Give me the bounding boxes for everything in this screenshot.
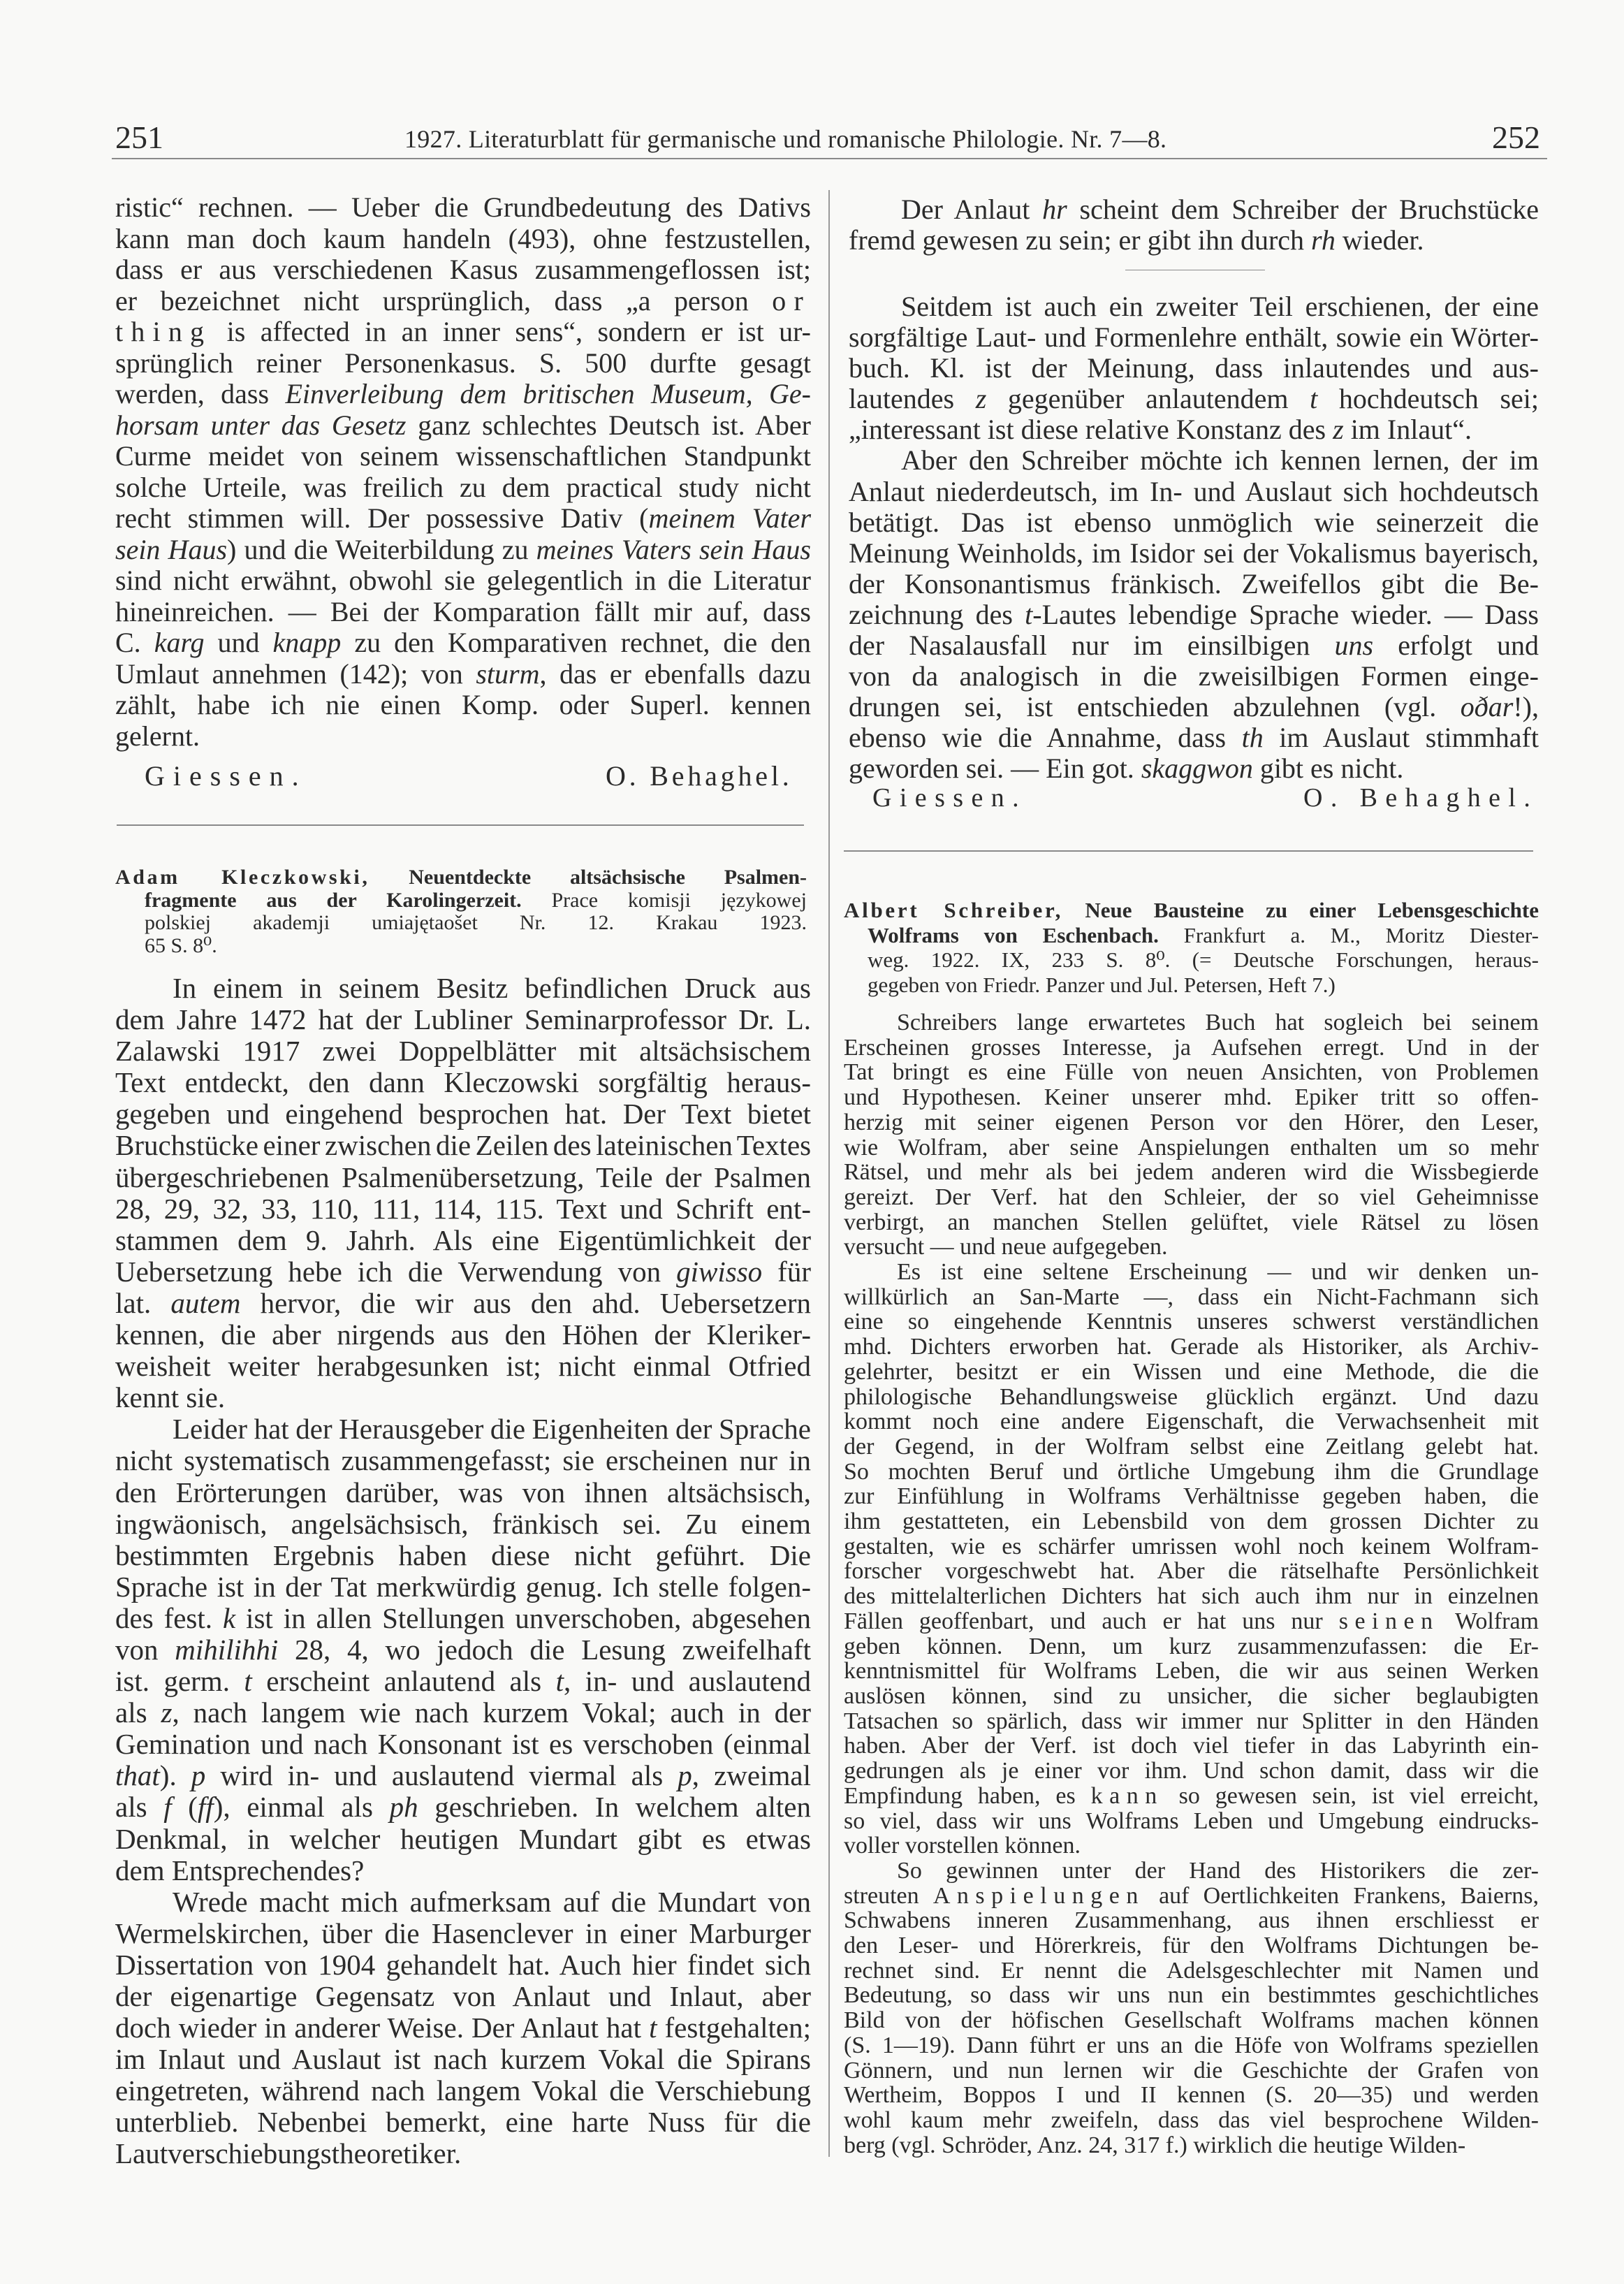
text-line: im Inlaut und Auslaut ist nach kurzem Vokal die Spirans — [115, 2043, 811, 2076]
italic-text: z — [975, 383, 987, 415]
text-line: nicht systematisch zusammengefasst; sie erscheinen nur in — [115, 1444, 811, 1477]
kleczkowski-review-heading — [115, 866, 807, 957]
text-line: 65 S. 8⁰. — [145, 933, 217, 957]
text-run: zu den Komparativen rechnet, die den — [341, 627, 811, 658]
text-run: gibt es nicht. — [1252, 752, 1404, 785]
italic-text: that — [115, 1759, 160, 1792]
right-continued-text-a — [849, 194, 1539, 255]
text-run: , das er ebenfalls dazu — [539, 657, 811, 690]
text-line: Wertheim, Boppos I und II kennen (S. 20—35) und werden — [844, 2082, 1539, 2109]
spaced-text: seinen — [1338, 1608, 1440, 1634]
text-line: eine so eingehende Kenntnis unseres schwerst verständlichen — [844, 1309, 1539, 1335]
text-line — [849, 599, 1539, 630]
italic-text: skaggwon — [1141, 752, 1253, 785]
text-run: Frankfurt a. M., Moritz Diester- — [1158, 922, 1539, 947]
text-line: den Leser- und Hörerkreis, für den Wolframs Dichtungen be- — [844, 1933, 1539, 1959]
text-line: So gewinnen unter der Hand des Historikers die zer- — [897, 1857, 1539, 1884]
text-line: weisheit weiter herabgesunken ist; nicht einmal Otfried — [115, 1350, 811, 1383]
text-run: Fällen geoffenbart, und auch er hat uns nur — [844, 1608, 1339, 1634]
text-line — [115, 534, 811, 566]
running-title: 1927. Literaturblatt für germanische und romanische Philologie. Nr. 7—8. — [404, 125, 1167, 153]
spaced-text: kann — [1090, 1782, 1164, 1809]
text-run: Empfindung haben, es — [844, 1782, 1091, 1809]
text-run: und — [204, 627, 273, 658]
text-line: Sprache ist in der Tat merkwürdig genug. Ich stelle folgen- — [115, 1570, 811, 1603]
right-signature-author — [1303, 783, 1538, 813]
text-line: verbirgt, an manchen Stellen gelüftet, viele Rätsel zu lösen — [844, 1209, 1539, 1235]
text-line: willkürlich an San-Marte —, dass ein Nicht-Fachmann sich — [844, 1283, 1539, 1310]
text-line: ristic“ rechnen. — Ueber die Grundbedeutung des Dativs — [115, 191, 811, 223]
column-divider — [828, 190, 830, 2157]
italic-text: sein Haus — [115, 533, 228, 565]
schreiber-review-heading — [844, 898, 1539, 998]
text-line — [115, 1634, 811, 1666]
text-line: gelehrter, besitzt er ein Wissen und eine Methode, die die — [844, 1358, 1539, 1385]
text-line — [115, 659, 811, 690]
italic-text: th — [1241, 722, 1264, 754]
text-line: ihm gestatteten, ein Lebensbild von dem grossen Dichter zu — [844, 1508, 1539, 1535]
text-line: auslösen können, sind zu unsicher, die sicher beglaubigten — [844, 1682, 1539, 1709]
text-line: kennt sie. — [115, 1381, 226, 1414]
text-run: , nach langem wie nach kurzem Vokal; auch in der — [172, 1696, 812, 1729]
text-run: ganz schlechtes Deutsch ist. Aber — [406, 409, 811, 441]
text-run: im Auslaut stimmhaft — [1263, 722, 1539, 754]
italic-text: karg — [154, 627, 205, 658]
section-rule — [117, 824, 804, 826]
text-line — [115, 627, 811, 659]
text-run: is affected in an inner sens“, sondern er ist ur- — [212, 316, 811, 347]
text-line: So mochten Beruf und örtliche Umgebung ihm die Grundlage — [844, 1458, 1539, 1485]
text-run: im Inlaut“. — [1343, 414, 1472, 446]
text-line: Wermelskirchen, über die Hasenclever in einer Marburger — [115, 1916, 811, 1949]
text-line — [844, 1609, 1539, 1634]
signature-name: O. Behaghel. — [1303, 783, 1539, 813]
text-line: (S. 1—19). Dann führt er uns an die Höfe von Wolframs speziellen — [844, 2032, 1539, 2058]
bold-text: Neue Bausteine zu einer Lebensgeschichte — [1063, 898, 1539, 922]
text-line — [849, 414, 1539, 445]
italic-text: t — [1310, 383, 1318, 415]
signature-name: O. Behaghel. — [606, 760, 793, 792]
text-line: des mittelalterlichen Dichters hat sich auch ihm nur in einzelnen — [844, 1583, 1539, 1610]
text-run: geschrieben. In welchem alten — [418, 1791, 812, 1824]
italic-text: knapp — [272, 627, 342, 658]
text-line: Rätsel, und mehr als bei jedem anderen wird die Wissbegierde — [844, 1159, 1539, 1186]
text-line — [115, 1256, 811, 1288]
text-line: Leider hat der Herausgeber die Eigenheiten der Sprache — [173, 1413, 811, 1446]
bold-text: Neuentdeckte altsächsische Psalmen- — [370, 866, 807, 889]
text-line: Wrede macht mich aufmerksam auf die Mundart von — [173, 1885, 811, 1918]
text-line — [844, 1784, 1539, 1809]
text-run: erscheint anlautend als — [251, 1665, 556, 1698]
right-continued-text-b — [849, 291, 1539, 785]
text-line: der Gegend, in der Wolfram selbst eine Zeitlang gelebt hat. — [844, 1433, 1539, 1460]
text-run: hervor, die wir aus den ahd. Uebersetzern — [240, 1286, 811, 1319]
text-line: forscher vorgeschwebt hat. Aber die rätselhafte Persönlichkeit — [844, 1558, 1539, 1585]
text-line — [115, 1603, 811, 1634]
text-line: ingwäonisch, angelsächsisch, fränkisch sei. Zu einem — [115, 1507, 811, 1540]
text-line: polskiej akademji umiajętaošet Nr. 12. Krakau 1923. — [145, 911, 807, 934]
text-run: Prace komisji językowej — [521, 888, 807, 912]
text-line: Lautverschiebungstheoretiker. — [115, 2137, 462, 2170]
text-line — [849, 692, 1539, 722]
left-signature-author — [606, 759, 793, 792]
text-run: wieder. — [1335, 224, 1424, 256]
spaced-text: thing — [115, 316, 212, 347]
text-line — [849, 722, 1539, 753]
text-run: ), einmal als — [213, 1791, 390, 1824]
text-line: rechnet sind. Er nennt die Adelsgeschlechter mit Namen und — [844, 1957, 1539, 1984]
text-line: Gönnern, und nun lernen wir die Geschichte der Grafen von — [844, 2057, 1539, 2083]
italic-text: oðar — [1460, 691, 1514, 723]
text-line: dem Jahre 1472 hat der Lubliner Seminarprofessor Dr. L. — [115, 1003, 811, 1036]
bold-text: fragmente aus der Karolingerzeit. — [145, 888, 522, 912]
text-line: sorgfältige Laut- und Formenlehre enthält, sowie ein Wörter- — [849, 321, 1539, 354]
text-line: Bedeutung, so dass wir uns nun ein bestimmtes geschichtliches — [844, 1982, 1539, 2009]
text-line: Tat bringt es eine Fülle von neuen Ansichten, von Problemen — [844, 1059, 1539, 1086]
signature-place: Giessen. — [145, 760, 307, 792]
text-run: „interessant ist diese relative Konstanz des — [849, 414, 1333, 446]
text-line: gestalten, wie es schärfer umrissen wohl noch keinem Wolfram- — [844, 1533, 1539, 1559]
text-line: herzig mit seiner eigenen Person vor den Hörer, den Leser, — [844, 1109, 1539, 1135]
text-run: lat. — [115, 1286, 171, 1319]
text-line: kenntnismittel für Wolframs Leben, die wir aus seinen Werken — [844, 1658, 1539, 1685]
text-run: hochdeutsch sei; — [1317, 383, 1539, 415]
text-line: Text entdeckt, den dann Kleczowski sorgfältig heraus- — [115, 1066, 811, 1099]
text-run: ( — [171, 1791, 198, 1824]
text-line: übergeschriebenen Psalmenübersetzung, Teile der Psalmen — [115, 1161, 811, 1193]
text-line — [115, 317, 811, 348]
text-line: mhd. Dichters erworben hat. Gerade als Historiker, als Archiv- — [844, 1334, 1539, 1360]
bold-spaced-text: Albert Schreiber, — [844, 898, 1064, 922]
text-line: hineinreichen. — Bei der Komparation fällt mir auf, dass — [115, 595, 811, 627]
text-line: stammen dem 9. Jahrh. Als eine Eigentümlichkeit der — [115, 1223, 811, 1256]
text-line — [849, 384, 1539, 414]
text-line — [115, 379, 811, 410]
text-line: weg. 1922. IX, 233 S. 8⁰. (= Deutsche Forschungen, heraus- — [868, 947, 1539, 973]
text-line: 28, 29, 32, 33, 110, 111, 114, 115. Text und Schrift ent- — [115, 1192, 811, 1225]
schreiber-review-body — [844, 1010, 1539, 2158]
signature-place: Giessen. — [872, 783, 1027, 813]
text-run: scheint dem Schreiber der Bruchstücke — [1067, 194, 1539, 225]
text-line — [844, 923, 1539, 948]
text-line: Zalawski 1917 zwei Doppelblätter mit altsächsischem — [115, 1035, 811, 1068]
text-line — [115, 2012, 811, 2044]
italic-text: t — [1025, 598, 1033, 630]
text-line: gegeben von Friedr. Panzer und Jul. Petersen, Heft 7.) — [868, 973, 1336, 998]
text-line: der Konsonantismus fränkisch. Zweifellos gibt die Be- — [849, 567, 1539, 599]
text-line — [115, 1288, 811, 1319]
text-run: , in- und auslautend — [563, 1665, 811, 1698]
italic-text: sturm — [476, 657, 540, 690]
text-line — [849, 194, 1539, 225]
text-run: recht stimmen will. Der possessive Dativ ( — [115, 502, 649, 534]
text-line: buch. Kl. ist der Meinung, dass inlautendes und aus- — [849, 352, 1539, 384]
text-run: , zweimal — [692, 1759, 811, 1792]
italic-text: rh — [1311, 224, 1336, 256]
text-run: drungen sei, ist entschieden abzulehnen (vgl. — [849, 691, 1461, 723]
header-rule — [112, 158, 1547, 159]
text-line: wohl kaum mehr zweifeln, dass das viel besprochene Wilden- — [844, 2107, 1539, 2133]
text-line: wie Wolfram, aber seine Anspielungen enthalten um so mehr — [844, 1134, 1539, 1161]
italic-text: meines Vaters sein Haus — [536, 533, 811, 565]
text-line: Dissertation von 1904 gehandelt hat. Auch hier findet sich — [115, 1948, 811, 1981]
italic-text: t — [555, 1665, 564, 1698]
text-run: ist in allen Stellungen unverschoben, abgesehen — [235, 1601, 811, 1634]
text-line: der eigenartige Gegensatz von Anlaut und Inlaut, aber — [115, 1980, 811, 2012]
section-rule — [844, 850, 1533, 852]
text-line: und Hypothesen. Keiner unserer mhd. Epiker tritt so offen- — [844, 1084, 1539, 1111]
text-run: ist. germ. — [115, 1665, 244, 1698]
page-number-left: 251 — [115, 119, 163, 155]
text-line — [849, 225, 1539, 256]
text-line — [115, 1697, 811, 1729]
italic-text: mihilihhi — [175, 1633, 279, 1666]
text-line: Tatsachen so spärlich, dass wir immer nur Splitter in den Händen — [844, 1708, 1539, 1734]
italic-text: meinem Vater — [648, 502, 812, 534]
text-line: zur Einfühlung in Wolframs Verhältnisse gegeben haben, die — [844, 1483, 1539, 1510]
text-run: erfolgt und — [1373, 630, 1539, 662]
text-line: kommt noch eine andere Eigenschaft, die Verwachsenheit mit — [844, 1409, 1539, 1435]
text-run: Wolfram — [1439, 1608, 1539, 1634]
text-line: Aber den Schreiber möchte ich kennen lernen, der im — [901, 444, 1539, 477]
text-line: gereizt. Der Verf. hat den Schleier, der so viel Geheimnisse — [844, 1184, 1539, 1210]
text-run: -Lautes lebendige Sprache wieder. — Dass — [1032, 598, 1539, 630]
text-run: streuten — [844, 1882, 933, 1909]
text-run: ebenso wie die Annahme, dass — [849, 722, 1242, 754]
text-run: geworden sei. — Ein got. — [849, 752, 1141, 785]
text-line: In einem in seinem Besitz befindlichen Druck aus — [173, 972, 811, 1004]
text-run: zeichnung des — [849, 598, 1025, 630]
text-line — [115, 503, 811, 534]
text-run: als — [115, 1696, 161, 1729]
text-line: versucht — und neue aufgegeben. — [844, 1234, 1168, 1260]
italic-text: giwisso — [676, 1255, 763, 1288]
text-line — [115, 1791, 811, 1823]
text-run: lautendes — [849, 383, 976, 415]
text-run: wird in- und auslautend viermal als — [205, 1759, 678, 1792]
text-run: !), — [1513, 691, 1539, 723]
italic-text: t — [244, 1665, 252, 1698]
text-run: auf Oertlichkeiten Frankens, Baierns, — [1144, 1882, 1539, 1909]
text-run: er bezeichnet nicht ursprünglich, dass „a person — [115, 284, 773, 317]
text-line: betätigt. Das ist ebenso unmöglich wie seinerzeit die — [849, 506, 1539, 538]
spaced-text: Anspielungen — [932, 1882, 1145, 1909]
text-line: Es ist eine seltene Erscheinung — und wir denken un- — [897, 1259, 1539, 1286]
text-line: zählt, habe ich nie einen Komp. oder Superl. kennen — [115, 689, 811, 720]
page-number-right: 252 — [1492, 119, 1540, 155]
text-line: den Erörterungen darüber, was von ihnen altsächsisch, — [115, 1476, 811, 1508]
text-run: doch wieder in anderer Weise. Der Anlaut hat — [115, 2012, 650, 2044]
text-line: Gemination und nach Konsonant ist es verschoben (einmal — [115, 1728, 811, 1761]
text-run: des fest. — [115, 1601, 223, 1634]
text-run: ). — [159, 1759, 191, 1792]
italic-text: autem — [170, 1286, 241, 1319]
text-run: ) und die Weiterbildung zu — [227, 533, 536, 565]
italic-text: p — [191, 1759, 206, 1792]
text-line: kann man doch kaum handeln (493), ohne festzustellen, — [115, 222, 811, 254]
text-line — [115, 286, 811, 317]
text-line — [115, 410, 811, 442]
bold-spaced-text: Adam Kleczkowski, — [115, 866, 370, 889]
text-line: unterblieb. Nebenbei bemerkt, eine harte Nuss für die — [115, 2106, 811, 2139]
italic-text: horsam unter das Gesetz — [115, 409, 407, 441]
text-run: Der Anlaut — [901, 194, 1043, 225]
text-run: fremd gewesen zu sein; er gibt ihn durch — [849, 224, 1312, 256]
text-line: dass er aus verschiedenen Kasus zusammengeflossen ist; — [115, 254, 811, 285]
text-run: gegenüber anlautendem — [986, 383, 1310, 415]
italic-text: t — [649, 2012, 657, 2044]
bold-text: Wolframs von Eschenbach. — [868, 922, 1159, 947]
text-run: C. — [115, 627, 154, 658]
text-line: Schwabens inneren Zusammenhang, aus ihnen erschliesst er — [844, 1907, 1539, 1934]
text-line: geben können. Denn, um kurz zusammenzufassen: die Er- — [844, 1633, 1539, 1659]
italic-text: hr — [1042, 194, 1067, 225]
spaced-text: or — [772, 284, 811, 317]
text-run: werden, dass — [115, 378, 286, 409]
text-run: von — [115, 1633, 175, 1666]
text-line: Curme meidet von seinem wissenschaftlichen Standpunkt — [115, 440, 811, 472]
italic-text: f — [163, 1791, 172, 1824]
text-line — [115, 866, 807, 889]
text-line: berg (vgl. Schröder, Anz. 24, 317 f.) wirklich die heutige Wilden- — [844, 2132, 1466, 2158]
text-line: dem Entsprechendes? — [115, 1854, 365, 1886]
text-run: für — [762, 1255, 811, 1288]
text-line: von da analogisch in die zweisilbigen Formen einge- — [849, 660, 1539, 692]
text-line: voller vorstellen können. — [844, 1833, 1081, 1859]
text-line: Anlaut niederdeutsch, im In- und Auslaut sich hochdeutsch — [849, 475, 1539, 507]
text-line: Erscheinen grosses Interesse, ja Aufsehen erregt. Und in der — [844, 1034, 1539, 1061]
text-line: sind nicht erwähnt, obwohl sie gelegentlich in die Literatur — [115, 565, 811, 596]
text-line: gedrungen als je einer vor ihm. Und schon damit, dass wir die — [844, 1758, 1539, 1784]
italic-text: p — [678, 1759, 692, 1792]
right-signature — [872, 783, 1027, 813]
text-run: festgehalten; — [657, 2012, 811, 2044]
text-line — [115, 1760, 811, 1791]
text-line: Bild von der höfischen Gesellschaft Wolframs machen können — [844, 2007, 1539, 2034]
text-line: so viel, dass wir uns Wolframs Leben und Umgebung eindrucks- — [844, 1807, 1539, 1834]
text-line: gegeben und eingehend besprochen hat. Der Text bietet — [115, 1098, 811, 1130]
text-line: Denkmal, in welcher heutigen Mundart gibt es etwas — [115, 1822, 811, 1855]
text-line — [849, 753, 1539, 784]
text-line — [115, 889, 807, 912]
text-line: gelernt. — [115, 720, 200, 752]
italic-text: uns — [1334, 630, 1374, 662]
text-line: bestimmten Ergebnis haben diese nicht geführt. Die — [115, 1539, 811, 1571]
text-line: Bruchstücke einer zwischen die Zeilen des lateinischen Textes — [115, 1129, 812, 1162]
italic-text: z — [1333, 414, 1344, 446]
text-run: der Nasalausfall nur im einsilbigen — [849, 630, 1335, 662]
text-line — [849, 630, 1539, 661]
text-line — [844, 898, 1539, 923]
text-run: 28, 4, wo jedoch die Lesung zweifelhaft — [278, 1633, 812, 1666]
text-run: Umlaut annehmen (142); von — [115, 657, 476, 690]
text-line: Meinung Weinholds, im Isidor sei der Vokalismus bayerisch, — [849, 537, 1539, 569]
kleczkowski-review-body — [115, 973, 811, 2170]
text-run: Uebersetzung hebe ich die Verwendung von — [115, 1255, 677, 1288]
text-line: solche Urteile, was freilich zu dem practical study nicht — [115, 471, 811, 503]
text-line: eingetreten, während nach langem Vokal die Verschiebung — [115, 2074, 811, 2107]
italic-text: ff — [197, 1791, 214, 1824]
italic-text: z — [161, 1696, 173, 1729]
text-line: Schreibers lange erwartetes Buch hat sogleich bei seinem — [897, 1010, 1539, 1035]
text-line: philologische Behandlungsweise glücklich ergänzt. Und dazu — [844, 1383, 1539, 1410]
text-line — [844, 1884, 1539, 1909]
left-continued-review-text — [115, 192, 811, 752]
text-run: so gewesen sein, ist viel erreicht, — [1163, 1782, 1539, 1809]
italic-text: Einverleibung dem britischen Museum, Ge- — [285, 378, 811, 409]
text-line: kennen, die aber nirgends aus den Höhen der Kleriker- — [115, 1318, 811, 1351]
italic-text: ph — [389, 1791, 418, 1824]
italic-text: k — [222, 1601, 236, 1634]
text-run: als — [115, 1791, 164, 1824]
text-line: sprünglich reiner Personenkasus. S. 500 durfte gesagt — [115, 347, 811, 379]
text-line: Seitdem ist auch ein zweiter Teil erschienen, der eine — [901, 291, 1539, 322]
left-signature — [145, 759, 307, 792]
text-line: haben. Aber der Verf. ist doch viel tiefer in das Labyrinth ein- — [844, 1733, 1539, 1759]
text-line — [115, 1666, 811, 1697]
